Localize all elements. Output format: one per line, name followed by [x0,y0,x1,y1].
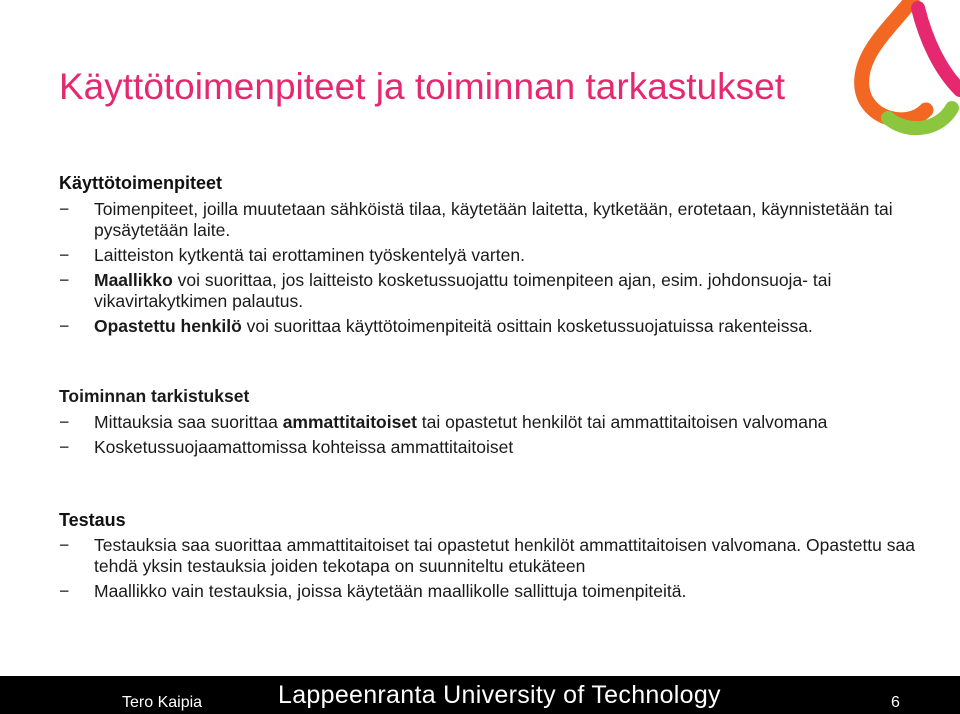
footer-bar [0,676,960,714]
list-item-bold: ammattitaitoiset [282,412,417,432]
dash-bullet: − [59,412,70,432]
footer-university: Lappeenranta University of Technology [278,681,721,709]
list-testaus [59,535,939,606]
dash-bullet: − [59,581,70,601]
list-item-text: Toimenpiteet, joilla muutetaan sähköistä tilaa, käytetään laitetta, kytketään, erotetaan, käynnistetään tai pysäytetään laite. [94,199,893,240]
section-heading-toiminnan-tarkistukset: Toiminnan tarkistukset [59,386,250,406]
list-item-text: Mittauksia saa suorittaa [94,412,283,432]
list-item-bold: Maallikko [94,270,173,290]
dash-bullet: − [59,316,70,336]
dash-bullet: − [59,535,70,555]
list-item [59,412,939,433]
list-item [59,535,939,577]
list-item [59,581,939,602]
list-item-bold: Opastettu henkilö [94,316,242,336]
list-item-text: tai opastetut henkilöt tai ammattitaitoisen valvomana [416,412,828,432]
list-item [59,245,939,266]
section-heading-kayttotoimenpiteet: Käyttötoimenpiteet [59,173,223,193]
list-item-text: voi suorittaa käyttötoimenpiteitä osittain kosketussuojatuissa rakenteissa. [241,316,813,336]
page-number: 6 [891,694,900,711]
list-item [59,270,939,312]
list-item-text: Maallikko vain testauksia, joissa käytetään maallikolle sallittuja toimenpiteitä. [94,581,687,601]
list-toiminnan-tarkistukset [59,412,939,462]
list-item-text: Kosketussuojaamattomissa kohteissa ammattitaitoiset [94,437,514,457]
dash-bullet: − [59,270,70,290]
footer-author: Tero Kaipia [122,694,203,711]
list-item-text: Testauksia saa suorittaa ammattitaitoiset tai opastetut henkilöt ammattitaitoisen valvomana. Opastettu saa tehdä yksin testauksia joiden tekotapa on suunniteltu etukäteen [94,535,915,576]
list-item-text: voi suorittaa, jos laitteisto kosketussuojattu toimenpiteen ajan, esim. johdonsuoja- tai vikavirtakytkimen palautus. [94,270,832,311]
slide-title: Käyttötoimenpiteet ja toiminnan tarkastukset [59,66,785,107]
lut-logo [848,0,960,145]
dash-bullet: − [59,245,70,265]
list-kayttotoimenpiteet [59,199,939,341]
list-item [59,437,939,458]
section-heading-testaus: Testaus [59,510,126,530]
dash-bullet: − [59,199,70,219]
list-item [59,199,939,241]
list-item-text: Laitteiston kytkentä tai erottaminen työskentelyä varten. [94,245,525,265]
dash-bullet: − [59,437,70,457]
list-item [59,316,939,337]
